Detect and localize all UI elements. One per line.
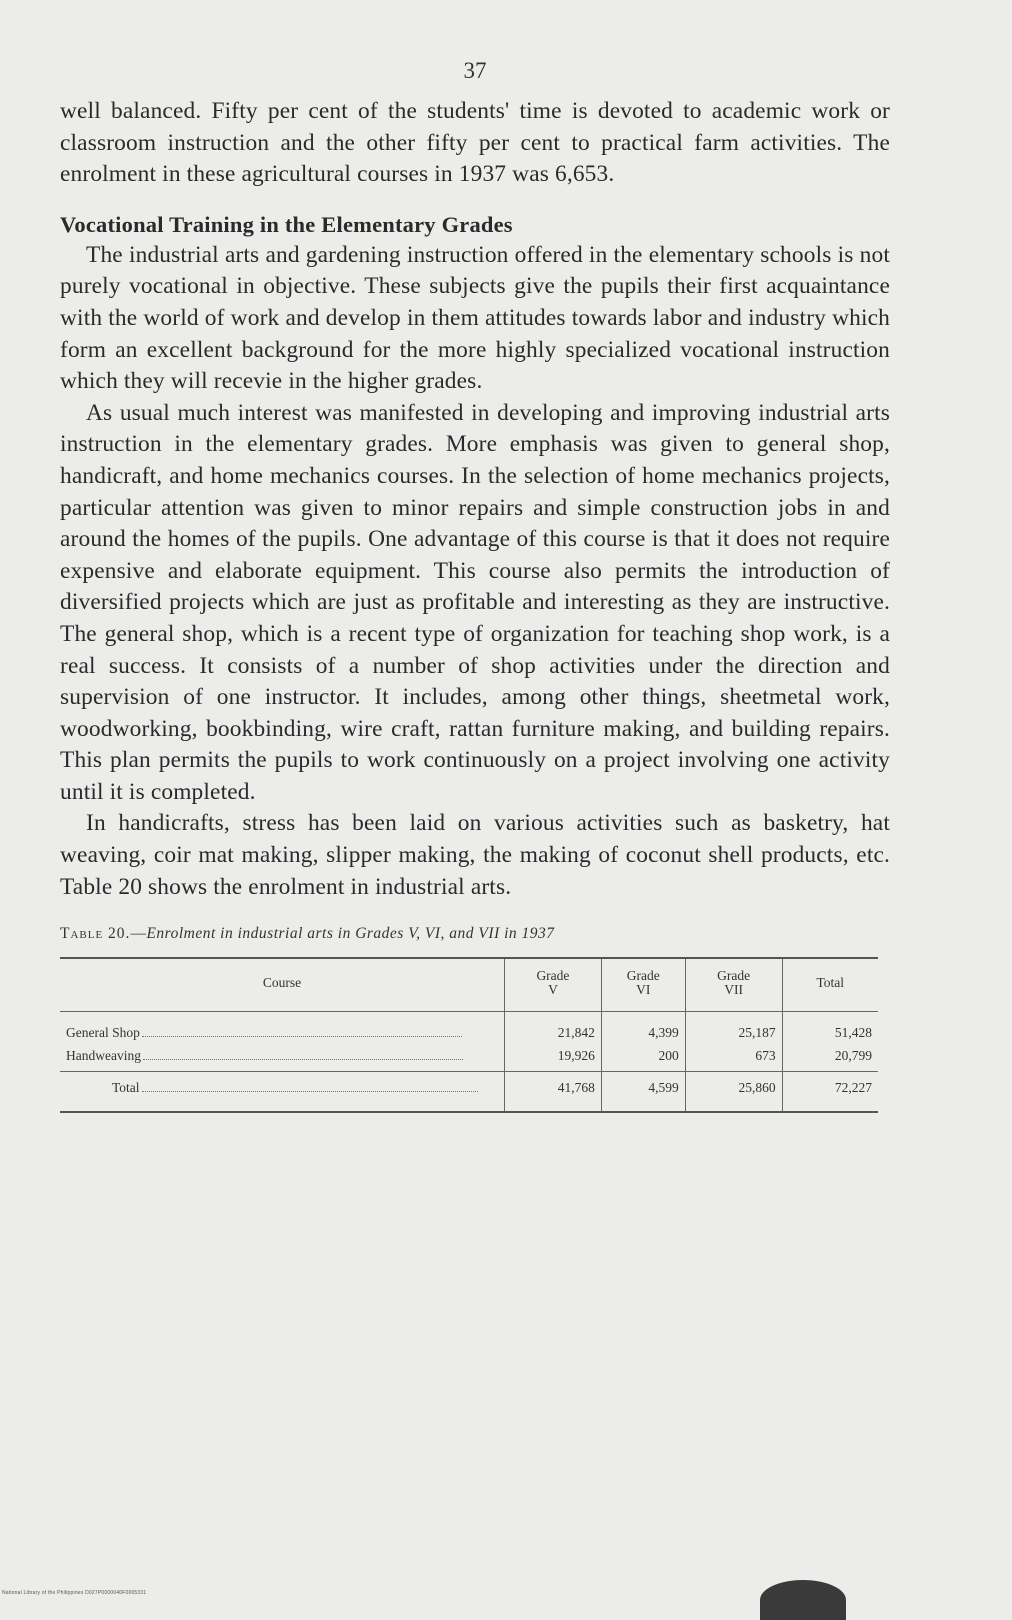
table-header-row [60,958,878,1012]
page-number: 37 [463,58,487,83]
header-grade-v-level: V [548,982,558,998]
scan-artifact [760,1580,846,1620]
body-paragraph-continuation: well balanced. Fifty per cent of the students' time is devoted to academic work or classroom instruction and the other fifty per cent to practical farm activities. The enrolment in these agricultural courses in 1937 was 6,653. [60,98,890,188]
body-paragraph-handicrafts: In handicrafts, stress has been laid on various activities such as basketry, hat weaving, coir mat making, slipper making, the making of coconut shell products, etc. Table 20 shows the enrolment in industrial arts. [60,810,890,900]
header-grade-vi-level: VI [636,982,651,998]
cell-grade-v: 21,842 [505,1012,602,1045]
header-grade-vi-word: Grade [626,968,660,984]
row-course-label [60,1012,505,1045]
total-row-label [60,1072,505,1113]
dot-leader [142,1091,478,1092]
total-grade-vi: 4,599 [601,1072,685,1113]
document-page [60,58,890,1113]
cell-grade-vii: 673 [685,1044,782,1072]
total-row-text: Total [112,1080,140,1096]
table-row [60,1012,878,1045]
row-course-label [60,1044,505,1072]
table-caption: Table 20.—Enrolment in industrial arts in Grades V, VI, and VII in 1937 [60,925,555,943]
cell-grade-vii: 25,187 [685,1012,782,1045]
cell-total: 51,428 [782,1012,878,1045]
header-grade-vi [601,958,685,1012]
header-grade-vii-level: VII [724,982,744,998]
total-grade-v: 41,768 [505,1072,602,1113]
cell-grade-vi: 200 [601,1044,685,1072]
dot-leader [143,1059,463,1060]
enrolment-table [60,957,878,1113]
body-paragraph-industrial-arts: The industrial arts and gardening instruction offered in the elementary schools is not purely vocational in objective. These subjects give the pupils their first acquaintance with the world of work and develop in them attitudes towards labor and industry which form an excellent background for the more highly specialized vocational instruction which they will recevie in the higher grades. [60,241,890,395]
table-title: Enrolment in industrial arts in Grades V, VI, and VII in 1937 [146,925,555,943]
row-course-text: General Shop [66,1025,140,1041]
header-course: Course [60,958,505,1012]
header-grade-v-word: Grade [536,968,570,984]
header-grade-v [505,958,602,1012]
body-paragraph-general-shop: As usual much interest was manifested in developing and improving industrial arts instruction in the elementary grades. More emphasis was given to general shop, handicraft, and home mechanics courses. In the selection of home mechanics projects, particular attention was given to minor repairs and simple construction jobs in and around the homes of the pupils. One advantage of this course is that it does not require expensive and elaborate equipment. This course also permits the introduction of diversified projects which are just as profitable and interesting as they are instructive. The general shop, which is a recent type of organization for teaching shop work, is a real success. It consists of a number of shop activities under the direction and supervision of one instructor. It includes, among other things, sheetmetal work, woodworking, bookbinding, wire craft, rattan furniture making, and building repairs. This plan permits the pupils to work continuously on a project involving one activity until it is completed. [60,399,890,805]
cell-total: 20,799 [782,1044,878,1072]
table-total-row [60,1072,878,1113]
row-course-text: Handweaving [66,1048,141,1064]
header-grade-vii-word: Grade [717,968,751,984]
table-label: Table 20. [60,925,131,943]
header-total: Total [782,958,878,1012]
table-row [60,1044,878,1072]
header-grade-vii [685,958,782,1012]
total-grade-vii: 25,860 [685,1072,782,1113]
section-heading: Vocational Training in the Elementary Grades [60,211,513,237]
total-all: 72,227 [782,1072,878,1113]
cell-grade-vi: 4,399 [601,1012,685,1045]
scan-credit: National Library of the Philippines D027P0000040F0005331 [2,1590,147,1596]
cell-grade-v: 19,926 [505,1044,602,1072]
dot-leader [142,1036,462,1037]
